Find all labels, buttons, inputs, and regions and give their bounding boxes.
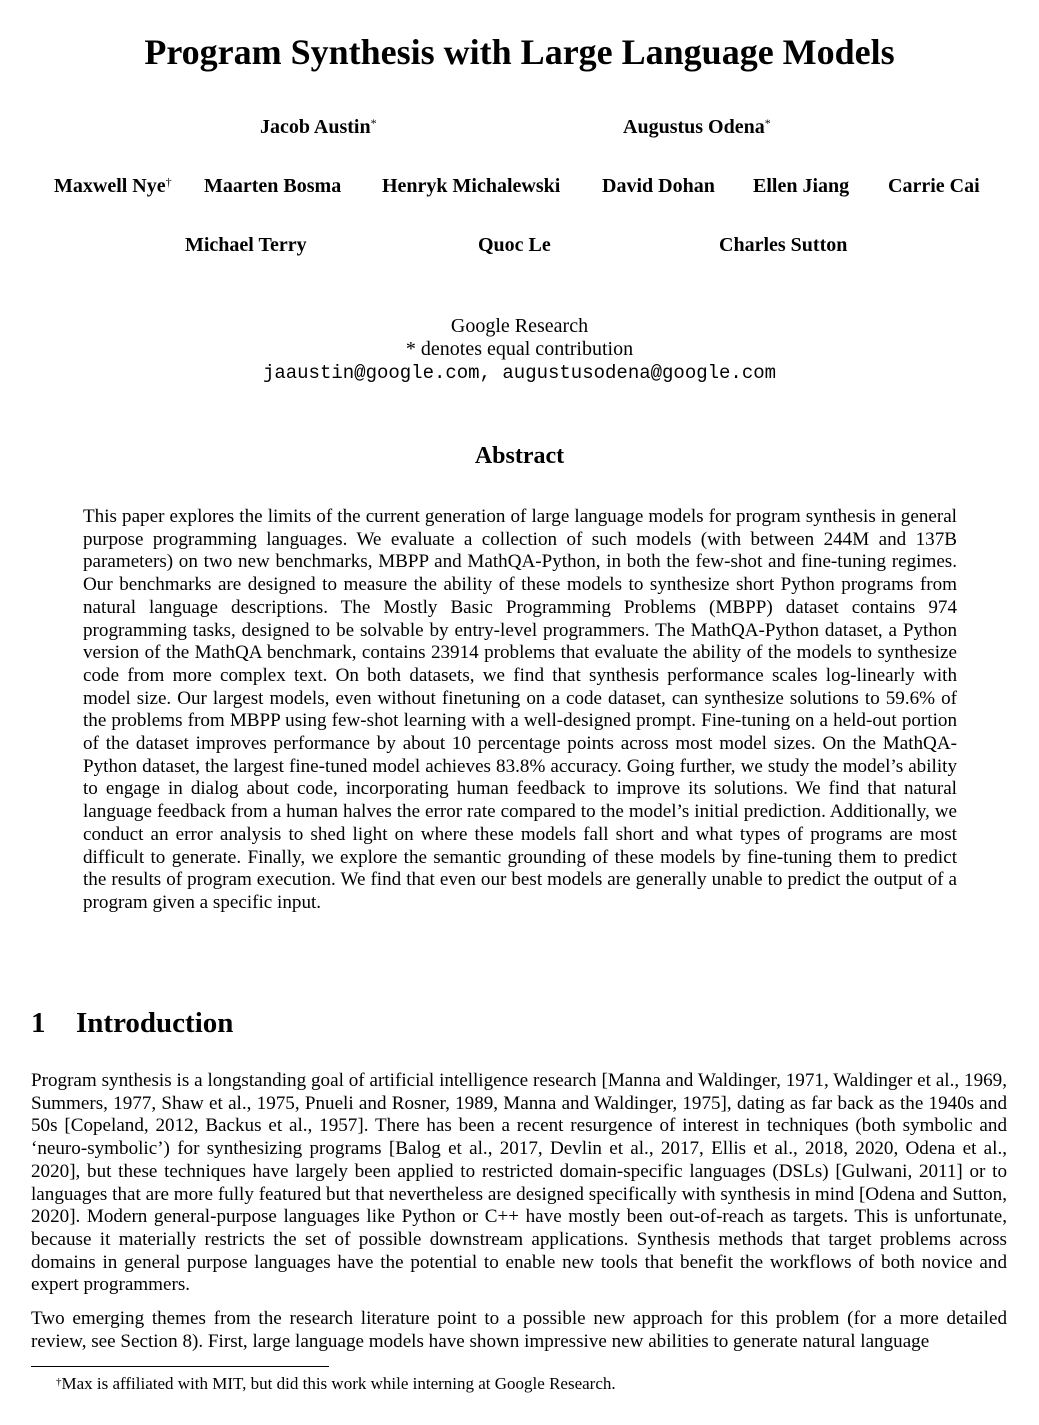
author-name: Maxwell Nye† xyxy=(54,175,172,197)
contribution-note: * denotes equal contribution xyxy=(405,338,634,360)
footnote-mark: † xyxy=(56,1376,62,1388)
footnote-text: Max is affiliated with MIT, but did this work while interning at Google Research. xyxy=(61,1374,616,1393)
body-paragraph: Program synthesis is a longstanding goal of artificial intelligence research [Manna and Waldinger, 1971, Waldinger et al., 1969, Summers, 1977, Shaw et al., 1975, Pnueli and Rosner, 1989, Manna and Waldinger, 1975], dating as far back as the 1940s and 50s [Copeland, 2012, Backus et al., 1957]. There has been a recent resurgence of interest in techniques (both symbolic and ‘neuro-symbolic’) for synthesizing programs [Balog et al., 2017, Devlin et al., 2017, Ellis et al., 2018, 2020, Odena et al., 2020], but these techniques have largely been applied to restricted domain-specific languages (DSLs) [Gulwani, 2011] or to languages that are more fully featured but that nevertheless are designed specifically with synthesis in mind [Odena and Sutton, 2020]. Modern general-purpose languages like Python or C++ have mostly been out-of-reach as targets. This is unfortunate, because it materially restricts the set of possible downstream applications. Synthesis methods that target problems across domains in general purpose languages have the potential to enable new tools that benefit the workflows of both novice and expert programmers. xyxy=(31,1070,1007,1296)
abstract-text: This paper explores the limits of the current generation of large language models for program synthesis in general purpose programming languages. We evaluate a collection of such models (with between 244M and 137B parameters) on two new benchmarks, MBPP and MathQA-Python, in both the few-shot and fine-tuning regimes. Our benchmarks are designed to measure the ability of these models to synthesize short Python programs from natural language descriptions. The Mostly Basic Programming Problems (MBPP) dataset contains 974 programming tasks, designed to be solvable by entry-level programmers. The MathQA-Python dataset, a Python version of the MathQA benchmark, contains 23914 problems that evaluate the ability of the models to synthesize code from more complex text. On both datasets, we find that synthesis performance scales log-linearly with model size. Our largest models, even without finetuning on a code dataset, can synthesize solutions to 59.6% of the problems from MBPP using few-shot learning with a well-designed prompt. Fine-tuning on a held-out portion of the dataset improves performance by about 10 percentage points across most model sizes. On the MathQA-Python dataset, the largest fine-tuned model achieves 83.8% accuracy. Going further, we study the model’s ability to engage in dialog about code, incorporating human feedback to improve its solutions. We find that natural language feedback from a human halves the error rate compared to the model’s initial prediction. Additionally, we conduct an error analysis to shed light on where these models fall short and what types of programs are most difficult to generate. Finally, we explore the semantic grounding of these models by fine-tuning them to predict the results of program execution. We find that even our best models are generally unable to predict the output of a program given a specific input. xyxy=(83,506,957,913)
author-name: Michael Terry xyxy=(185,234,307,256)
body-paragraph: Two emerging themes from the research literature point to a possible new approach for this problem (for a more detailed review, see Section 8). First, large language models have shown impressive new abilities to generate natural language xyxy=(31,1308,1007,1352)
footnote-mark: † xyxy=(165,175,172,189)
affiliation: Google Research xyxy=(450,315,589,337)
paper-title: Program Synthesis with Large Language Models xyxy=(144,32,895,72)
author-name: Carrie Cai xyxy=(888,175,980,197)
author-name: Henryk Michalewski xyxy=(382,175,561,197)
author-name: Augustus Odena* xyxy=(623,116,771,138)
section-number: 1 xyxy=(31,1007,46,1039)
author-emails: jaaustin@google.com, augustusodena@google.com xyxy=(262,362,777,384)
author-name: Jacob Austin* xyxy=(260,116,377,138)
author-name: Quoc Le xyxy=(478,234,551,256)
section-title: Introduction xyxy=(76,1007,234,1039)
footnote xyxy=(56,1374,616,1394)
abstract-heading: Abstract xyxy=(474,443,565,469)
section-heading xyxy=(31,1006,233,1040)
footnote-divider xyxy=(31,1366,329,1367)
equal-contribution-mark: * xyxy=(764,116,771,130)
author-name: Ellen Jiang xyxy=(753,175,850,197)
author-name: David Dohan xyxy=(602,175,715,197)
author-name: Charles Sutton xyxy=(719,234,848,256)
author-name: Maarten Bosma xyxy=(204,175,342,197)
equal-contribution-mark: * xyxy=(370,116,377,130)
